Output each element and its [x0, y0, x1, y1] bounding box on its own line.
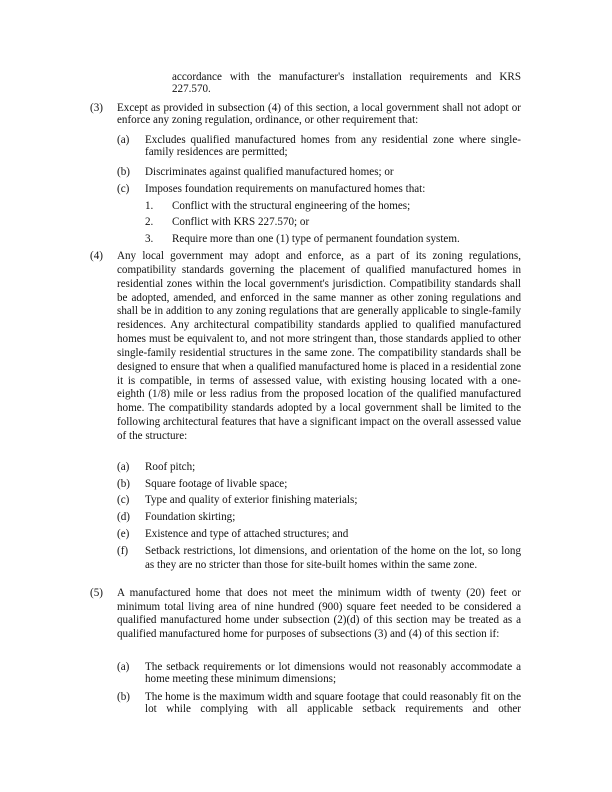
subitem-text: Conflict with the structural engineering of the homes; [172, 200, 411, 212]
item-text: Existence and type of attached structures; and [145, 528, 349, 540]
item-number: (a) [117, 134, 130, 146]
section-text: Except as provided in subsection (4) of this section, a local government shall not adopt or enforce any zoning regulation, ordinance, or other requirement that: [117, 102, 521, 127]
item-text: Roof pitch; [145, 461, 196, 473]
subitem-number: 2. [145, 216, 154, 228]
item-number: (c) [117, 183, 130, 195]
section-number: (5) [90, 587, 103, 599]
section-text: Any local government may adopt and enforce, as a part of its zoning regulations, compatibility standards governing the placement of qualified manufactured homes in residential zones within the local government's jurisdiction. Compatibility standards shall be adopted, amended, and enforced in the same manner as other zoning regulations and shall be in addition to any zoning regulations that are generally applicable to single-family residences. Any architectural compatibility standards applied to qualified manufactured homes must be equivalent to, and not more stringent than, those standards applied to other single-family residential structures in the same zone. The compatibility standards shall be designed to ensure that when a qualified manufactured home is placed in a residential zone it is compatible, in terms of assessed value, with existing housing located with a one-eighth (1/8) mile or less radius from the proposed location of the qualified manufactured home. The compatibility standards adopted by a local government shall be limited to the following architectural features that have a significant impact on the overall assessed value of the structure: [117, 250, 521, 442]
item-number: (a) [117, 461, 130, 473]
section-number: (3) [90, 102, 103, 114]
section-number: (4) [90, 250, 103, 262]
item-number: (f) [117, 545, 129, 557]
item-text: Foundation skirting; [145, 511, 236, 523]
subitem-text: Conflict with KRS 227.570; or [172, 216, 310, 228]
continuation-paragraph: accordance with the manufacturer's installation requirements and KRS 227.570. [172, 71, 521, 96]
item-number: (b) [117, 166, 130, 178]
item-text: Imposes foundation requirements on manufactured homes that: [145, 183, 426, 195]
subitem-text: Require more than one (1) type of permanent foundation system. [172, 233, 460, 245]
subitem-number: 3. [145, 233, 154, 245]
item-number: (e) [117, 528, 130, 540]
item-number: (c) [117, 494, 130, 506]
item-text: Square footage of livable space; [145, 478, 288, 490]
subitem-number: 1. [145, 200, 154, 212]
item-text: Excludes qualified manufactured homes from any residential zone where single-family residences are permitted; [145, 134, 521, 159]
item-number: (a) [117, 661, 130, 673]
section-text: A manufactured home that does not meet the minimum width of twenty (20) feet or minimum total living area of nine hundred (900) square feet needed to be considered a qualified manufactured home under subsection (2)(d) of this section may be treated as a qualified manufactured home for purposes of subsections (3) and (4) of this section if: [117, 587, 521, 640]
item-text: Type and quality of exterior finishing materials; [145, 494, 358, 506]
item-text: The setback requirements or lot dimensions would not reasonably accommodate a home meeting these minimum dimensions; [145, 661, 521, 686]
item-text: The home is the maximum width and square footage that could reasonably fit on the lot while complying with all applicable setback requirements and other [145, 691, 521, 716]
item-number: (d) [117, 511, 130, 523]
item-number: (b) [117, 691, 130, 703]
item-number: (b) [117, 478, 130, 490]
item-text: Setback restrictions, lot dimensions, and orientation of the home on the lot, so long as they are no stricter than those for site-built homes within the same zone. [145, 545, 521, 571]
item-text: Discriminates against qualified manufactured homes; or [145, 166, 394, 178]
